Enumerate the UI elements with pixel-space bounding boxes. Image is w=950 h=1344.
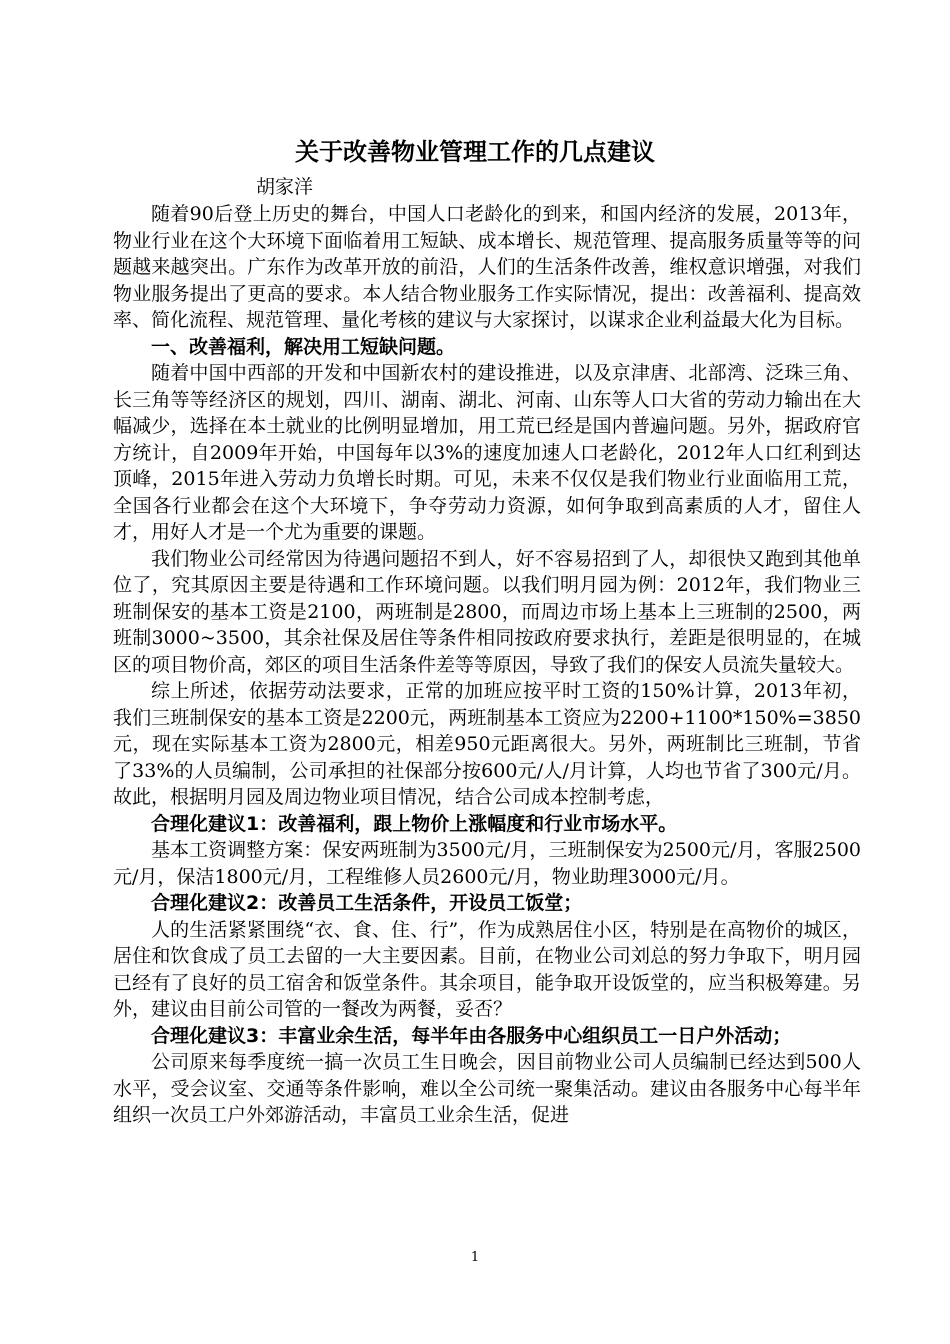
body-paragraph: 公司原来每季度统一搞一次员工生日晚会，因目前物业公司人员编制已经达到500人水平，受会议室、交通等条件影响，难以全公司统一聚集活动。建议由各服务中心每半年组织一次员工户外郊游活动，丰富员工业余生活，促进	[113, 1051, 861, 1126]
section-heading: 一、改善福利，解决用工短缺问题。	[151, 335, 456, 358]
section-heading: 合理化建议1：改善福利，跟上物价上涨幅度和行业市场水平。	[151, 812, 678, 835]
document-author: 胡家洋	[256, 176, 314, 198]
body-paragraph: 随着中国中西部的开发和中国新农村的建设推进，以及京津唐、北部湾、泛珠三角、长三角等等经济区的规划，四川、湖南、湖北、河南、山东等人口大省的劳动力输出在大幅减少，选择在本土就业的比例明显增加，用工荒已经是国内普遍问题。另外，据政府官方统计，自2009年开始，中国每年以3%的速度加速人口老龄化，2012年人口红利到达顶峰，2015年进入劳动力负增长时期。可见，未来不仅仅是我们物业行业面临用工荒，全国各行业都会在这个大环境下，争夺劳动力资源，如何争取到高素质的人才，留住人才，用好人才是一个尤为重要的课题。	[113, 362, 861, 543]
body-paragraph: 综上所述，依据劳动法要求，正常的加班应按平时工资的150%计算，2013年初，我们三班制保安的基本工资是2200元，两班制基本工资应为2200+1100*150%=3850元，现在实际基本工资为2800元，相差950元距离很大。另外，两班制比三班制，节省了33%的人员编制，公司承担的社保部分按600元/人/月计算，人均也节省了300元/月。故此，根据明月园及周边物业项目情况，结合公司成本控制考虑，	[113, 680, 861, 808]
body-paragraph: 人的生活紧紧围绕“衣、食、住、行”，作为成熟居住小区，特别是在高物价的城区，居住和饮食成了员工去留的一大主要因素。目前，在物业公司刘总的努力争取下，明月园已经有了良好的员工宿舍和饭堂条件。其余项目，能争取开设饭堂的，应当积极筹建。另外，建议由目前公司管的一餐改为两餐，妥否？	[113, 918, 861, 1020]
document-title: 关于改善物业管理工作的几点建议	[295, 138, 655, 166]
body-paragraph: 我们物业公司经常因为待遇问题招不到人，好不容易招到了人，却很快又跑到其他单位了，究其原因主要是待遇和工作环境问题。以我们明月园为例：2012年，我们物业三班制保安的基本工资是2100，两班制是2800，而周边市场上基本上三班制的2500，两班制3000~3500，其余社保及居住等条件相同按政府要求执行，差距是很明显的，在城区的项目物价高，郊区的项目生活条件差等等原因，导致了我们的保安人员流失量较大。	[113, 547, 861, 676]
body-paragraph: 基本工资调整方案：保安两班制为3500元/月，三班制保安为2500元/月，客服2500元/月，保洁1800元/月，工程维修人员2600元/月，物业助理3000元/月。	[113, 839, 861, 888]
section-heading: 合理化建议3：丰富业余生活，每半年由各服务中心组织员工一日户外活动；	[151, 1024, 792, 1047]
section-heading: 合理化建议2：改善员工生活条件，开设员工饭堂；	[151, 892, 583, 914]
document-body	[113, 201, 861, 1129]
body-paragraph: 随着90后登上历史的舞台，中国人口老龄化的到来，和国内经济的发展，2013年，物业行业在这个大环境下面临着用工短缺、成本增长、规范管理、提高服务质量等等的问题越来越突出。广东作为改革开放的前沿，人们的生活条件改善，维权意识增强，对我们物业服务提出了更高的要求。本人结合物业服务工作实际情况，提出：改善福利、提高效率、简化流程、规范管理、量化考核的建议与大家探讨，以谋求企业利益最大化为目标。	[113, 203, 861, 331]
page-number: 1	[470, 1250, 480, 1265]
